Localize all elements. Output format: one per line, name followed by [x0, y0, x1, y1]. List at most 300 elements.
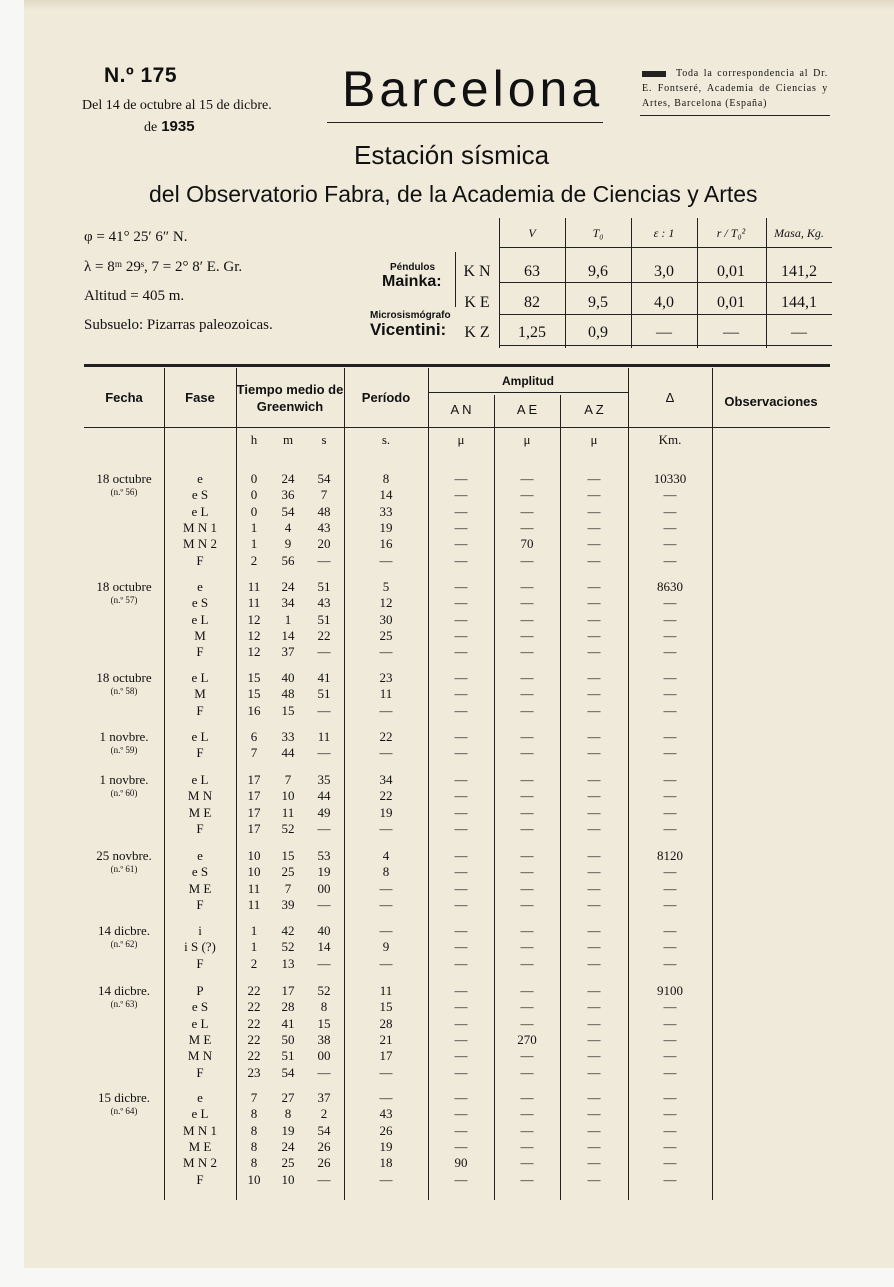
cell-period: — — [379, 1171, 393, 1187]
cell-fase: F — [196, 745, 204, 761]
cell-amp-n: — — [454, 804, 468, 820]
cell-fase: M N 2 — [183, 1155, 217, 1171]
cell-amp-e: — — [520, 955, 534, 971]
cell-amp-z: — — [587, 864, 601, 880]
cell-second: 51 — [317, 579, 331, 594]
cell-amp-n: — — [454, 955, 468, 971]
cell-second: — — [317, 552, 331, 568]
event-number: (n.º 63) — [110, 999, 138, 1009]
cell-period: 8 — [382, 864, 390, 880]
cell-second: — — [317, 1064, 331, 1080]
cell-amp-e: — — [520, 1171, 534, 1187]
cell-amp-n: — — [454, 1064, 468, 1080]
cell-amp-n: — — [454, 772, 468, 787]
cell-hour: 15 — [247, 686, 261, 702]
cell-amp-z: — — [587, 611, 601, 627]
cell-amp-z: — — [587, 1015, 601, 1031]
instrument-component: K N — [463, 263, 491, 280]
cell-hour: 16 — [247, 702, 261, 718]
document-sheet — [24, 0, 894, 1268]
cell-amp-e: — — [520, 1122, 534, 1138]
cell-amp-z: — — [587, 579, 601, 594]
cell-second: 15 — [317, 1015, 331, 1031]
cell-distance: — — [663, 864, 677, 880]
cell-distance: 8630 — [657, 579, 683, 594]
cell-fase: F — [196, 552, 204, 568]
cell-amp-n: — — [454, 729, 468, 744]
cell-minute: 52 — [281, 939, 295, 955]
longitude: λ = 8ᵐ 29ˢ, 7 = 2° 8′ E. Gr. — [84, 259, 243, 275]
event-date: 18 octubre — [96, 579, 152, 594]
cell-hour: 1 — [250, 939, 258, 955]
cell-period: — — [379, 896, 393, 912]
microsismografo-label: Microsismógrafo — [370, 310, 451, 321]
cell-amp-z: — — [587, 595, 601, 611]
cell-amp-e: — — [520, 999, 534, 1015]
cell-amp-n: — — [454, 1031, 468, 1047]
cell-second: 26 — [317, 1155, 331, 1171]
unit-an: μ — [457, 432, 465, 447]
cell-amp-z: — — [587, 644, 601, 660]
event-date: 18 octubre — [96, 471, 152, 486]
instrument-header: ε : 1 — [653, 226, 675, 240]
cell-minute: 54 — [281, 503, 295, 519]
cell-amp-e: — — [520, 848, 534, 863]
cell-minute: 34 — [281, 595, 295, 611]
cell-minute: 42 — [281, 923, 295, 938]
cell-minute: 10 — [281, 1171, 295, 1187]
cell-hour: 17 — [247, 804, 261, 820]
event-number: (n.º 61) — [110, 864, 138, 874]
instrument-header: V — [528, 226, 536, 240]
cell-amp-n: — — [454, 1171, 468, 1187]
cell-amp-e: — — [520, 579, 534, 594]
cell-amp-n: — — [454, 670, 468, 685]
cell-period: — — [379, 820, 393, 836]
bulletin-number: N.º 175 — [104, 64, 178, 87]
cell-fase: e — [197, 848, 203, 863]
cell-second: 43 — [317, 595, 331, 611]
cell-fase: e S — [191, 595, 209, 611]
cell-period: 11 — [379, 686, 393, 702]
cell-second: 40 — [317, 923, 331, 938]
cell-minute: 40 — [281, 670, 295, 685]
cell-amp-e: — — [520, 804, 534, 820]
cell-period: 5 — [382, 579, 390, 594]
cell-hour: 17 — [247, 820, 261, 836]
cell-amp-z: — — [587, 519, 601, 535]
instrument-value: — — [791, 324, 807, 341]
cell-hour: 10 — [247, 1171, 261, 1187]
cell-hour: 2 — [250, 552, 258, 568]
correspondence-note — [642, 66, 828, 111]
instrument-component: K E — [464, 294, 490, 311]
cell-period: 12 — [379, 595, 393, 611]
cell-distance: — — [663, 804, 677, 820]
instrument-value: 4,0 — [654, 294, 674, 311]
cell-hour: 1 — [250, 519, 258, 535]
cell-period: 18 — [379, 1155, 393, 1171]
cell-fase: M E — [188, 880, 212, 896]
cell-fase: M E — [188, 1031, 212, 1047]
cell-amp-z: — — [587, 896, 601, 912]
cell-second: — — [317, 896, 331, 912]
cell-amp-n: — — [454, 536, 468, 552]
cell-second: 00 — [317, 880, 331, 896]
cell-period: — — [379, 644, 393, 660]
cell-amp-e: — — [520, 820, 534, 836]
cell-distance: — — [663, 1064, 677, 1080]
correspondence-text: Toda la correspondencia al Dr. E. Fontseré, Academia de Ciencias y Artes, Barcelona (España) — [642, 68, 828, 109]
cell-second: 52 — [317, 983, 331, 998]
cell-fase: e L — [191, 670, 209, 685]
cell-hour: 6 — [250, 729, 258, 744]
cell-hour: 8 — [250, 1155, 258, 1171]
cell-fase: e — [197, 471, 203, 486]
cell-amp-z: — — [587, 1106, 601, 1122]
cell-amp-z: — — [587, 487, 601, 503]
cell-amp-z: — — [587, 1064, 601, 1080]
cell-period: 19 — [379, 519, 393, 535]
cell-fase: F — [196, 1064, 204, 1080]
cell-amp-z: — — [587, 955, 601, 971]
header-periodo: Período — [361, 390, 411, 405]
cell-second: — — [317, 644, 331, 660]
cell-second: — — [317, 702, 331, 718]
cell-distance: — — [663, 1015, 677, 1031]
cell-period: 4 — [382, 848, 390, 863]
cell-minute: 54 — [281, 1064, 295, 1080]
cell-minute: 51 — [281, 1048, 295, 1064]
unit-delta: Km. — [658, 432, 682, 447]
cell-amp-z: — — [587, 1122, 601, 1138]
cell-amp-n: — — [454, 702, 468, 718]
cell-minute: 24 — [281, 471, 295, 486]
cell-second: — — [317, 745, 331, 761]
cell-second: 44 — [317, 788, 331, 804]
unit-az: μ — [590, 432, 598, 447]
instrument-value: 0,9 — [588, 324, 608, 341]
cell-distance: — — [663, 1048, 677, 1064]
cell-period: 11 — [379, 983, 393, 998]
cell-minute: 17 — [281, 983, 295, 998]
instrument-value: 82 — [524, 294, 540, 311]
cell-amp-z: — — [587, 848, 601, 863]
instrument-header: r / T₀² — [716, 226, 746, 240]
latitude: φ = 41° 25′ 6″ N. — [84, 229, 188, 245]
cell-amp-z: — — [587, 686, 601, 702]
cell-distance: — — [663, 1171, 677, 1187]
cell-second: 20 — [317, 536, 331, 552]
cell-second: 35 — [317, 772, 331, 787]
cell-fase: M N — [187, 788, 213, 804]
cell-period: 15 — [379, 999, 393, 1015]
cell-amp-e: — — [520, 1048, 534, 1064]
cell-second: 51 — [317, 611, 331, 627]
cell-second: 49 — [317, 804, 331, 820]
cell-amp-z: — — [587, 627, 601, 643]
cell-amp-n: — — [454, 503, 468, 519]
cell-amp-e: — — [520, 880, 534, 896]
cell-hour: 15 — [247, 670, 261, 685]
cell-distance: — — [663, 536, 677, 552]
cell-period: 33 — [379, 503, 393, 519]
cell-hour: 11 — [247, 579, 261, 594]
cell-amp-e: — — [520, 627, 534, 643]
cell-amp-z: — — [587, 503, 601, 519]
cell-period: 8 — [382, 471, 390, 486]
cell-second: 48 — [317, 503, 331, 519]
instrument-row-divider — [499, 282, 832, 283]
cell-amp-e: — — [520, 729, 534, 744]
cell-period: 9 — [382, 939, 390, 955]
cell-period: 28 — [379, 1015, 393, 1031]
cell-second: 51 — [317, 686, 331, 702]
cell-distance: — — [663, 611, 677, 627]
unit-periodo: s. — [381, 432, 391, 447]
cell-amp-z: — — [587, 999, 601, 1015]
cell-minute: 41 — [281, 1015, 295, 1031]
cell-minute: 39 — [281, 896, 295, 912]
cell-second: 26 — [317, 1138, 331, 1154]
cell-fase: M — [194, 686, 206, 702]
amplitude-rule — [428, 392, 628, 393]
cell-amp-z: — — [587, 1138, 601, 1154]
cell-distance: — — [663, 745, 677, 761]
cell-second: 11 — [317, 729, 331, 744]
cell-period: 25 — [379, 627, 393, 643]
header-an: A N — [450, 402, 472, 417]
cell-amp-e: — — [520, 1015, 534, 1031]
cell-amp-n: — — [454, 627, 468, 643]
cell-amp-n: — — [454, 864, 468, 880]
cell-hour: 1 — [250, 536, 258, 552]
cell-fase: F — [196, 1171, 204, 1187]
cell-distance: — — [663, 503, 677, 519]
cell-fase: e L — [191, 1015, 209, 1031]
cell-hour: 17 — [247, 772, 261, 787]
cell-period: — — [379, 702, 393, 718]
cell-period: — — [379, 880, 393, 896]
cell-amp-z: — — [587, 1031, 601, 1047]
cell-period: — — [379, 955, 393, 971]
cell-fase: M N — [187, 1048, 213, 1064]
cell-hour: 8 — [250, 1106, 258, 1122]
cell-fase: F — [196, 896, 204, 912]
unit-m: m — [282, 432, 294, 447]
cell-minute: 50 — [281, 1031, 295, 1047]
cell-period: — — [379, 923, 393, 938]
mainka-bracket — [455, 252, 460, 307]
header-bottom-rule — [84, 427, 830, 428]
cell-minute: 25 — [281, 864, 295, 880]
cell-fase: M N 1 — [183, 1122, 217, 1138]
cell-amp-n: — — [454, 552, 468, 568]
cell-period: 26 — [379, 1122, 393, 1138]
cell-amp-n: — — [454, 686, 468, 702]
cell-period: 30 — [379, 611, 393, 627]
cell-period: — — [379, 1064, 393, 1080]
altitude: Altitud = 405 m. — [84, 288, 185, 304]
instrument-value: — — [723, 324, 739, 341]
cell-amp-z: — — [587, 1048, 601, 1064]
cell-distance: — — [663, 1031, 677, 1047]
cell-distance: — — [663, 487, 677, 503]
cell-distance: — — [663, 552, 677, 568]
city-title: Barcelona — [342, 61, 604, 117]
cell-second: 22 — [317, 627, 331, 643]
cell-amp-n: — — [454, 487, 468, 503]
cell-fase: e L — [191, 772, 209, 787]
cell-fase: e L — [191, 611, 209, 627]
cell-amp-n: — — [454, 1048, 468, 1064]
cell-fase: F — [196, 644, 204, 660]
cell-minute: 37 — [281, 644, 295, 660]
cell-hour: 7 — [250, 745, 258, 761]
cell-amp-e: — — [520, 923, 534, 938]
cell-minute: 4 — [284, 519, 292, 535]
cell-amp-e: — — [520, 519, 534, 535]
cell-second: 54 — [317, 1122, 331, 1138]
instrument-value: 63 — [524, 263, 540, 280]
cell-amp-z: — — [587, 702, 601, 718]
cell-amp-z: — — [587, 1171, 601, 1187]
table-col-divider — [712, 368, 713, 1200]
cell-second: 37 — [317, 1090, 331, 1105]
cell-second: 2 — [320, 1106, 328, 1122]
cell-hour: 10 — [247, 864, 261, 880]
vicentini-label: Vicentini: — [370, 320, 447, 339]
cell-hour: 2 — [250, 955, 258, 971]
cell-amp-n: — — [454, 644, 468, 660]
event-number: (n.º 64) — [110, 1106, 138, 1116]
cell-second: — — [317, 955, 331, 971]
cell-minute: 9 — [284, 536, 292, 552]
cell-hour: 12 — [247, 627, 261, 643]
cell-fase: i — [198, 923, 202, 938]
header-delta: Δ — [665, 390, 675, 405]
cell-minute: 15 — [281, 848, 295, 863]
instrument-value: 141,2 — [781, 263, 817, 280]
cell-hour: 7 — [250, 1090, 258, 1105]
event-date: 1 novbre. — [99, 729, 149, 744]
cell-amp-z: — — [587, 939, 601, 955]
cell-minute: 56 — [281, 552, 295, 568]
cell-amp-z: — — [587, 552, 601, 568]
cell-hour: 22 — [247, 1031, 261, 1047]
cell-hour: 8 — [250, 1122, 258, 1138]
cell-amp-e: — — [520, 1106, 534, 1122]
cell-period: 34 — [379, 772, 393, 787]
cell-distance: — — [663, 627, 677, 643]
cell-amp-e: — — [520, 487, 534, 503]
cell-fase: P — [196, 983, 204, 998]
instrument-value: 144,1 — [781, 294, 817, 311]
cell-fase: F — [196, 820, 204, 836]
year: 1935 — [161, 118, 195, 135]
cell-second: 38 — [317, 1031, 331, 1047]
cell-amp-n: — — [454, 880, 468, 896]
cell-amp-e: — — [520, 471, 534, 486]
cell-minute: 24 — [281, 1138, 295, 1154]
cell-minute: 13 — [281, 955, 295, 971]
cell-distance: 10330 — [653, 471, 687, 486]
cell-amp-n: — — [454, 1122, 468, 1138]
cell-amp-z: — — [587, 880, 601, 896]
cell-period: 43 — [379, 1106, 393, 1122]
station-title: Estación sísmica — [354, 140, 550, 170]
cell-amp-z: — — [587, 536, 601, 552]
date-range: Del 14 de octubre al 15 de dicbre. — [82, 98, 272, 113]
cell-hour: 0 — [250, 487, 258, 503]
cell-minute: 1 — [284, 611, 292, 627]
cell-hour: 0 — [250, 471, 258, 486]
cell-fase: e — [197, 1090, 203, 1105]
cell-distance: — — [663, 1090, 677, 1105]
cell-period: 16 — [379, 536, 393, 552]
cell-minute: 28 — [281, 999, 295, 1015]
event-number: (n.º 62) — [110, 939, 138, 949]
cell-minute: 7 — [284, 772, 292, 787]
cell-hour: 12 — [247, 611, 261, 627]
cell-distance: — — [663, 820, 677, 836]
cell-distance: — — [663, 1138, 677, 1154]
cell-fase: e L — [191, 503, 209, 519]
cell-minute: 52 — [281, 820, 295, 836]
cell-distance: — — [663, 923, 677, 938]
cell-amp-n: 90 — [454, 1155, 468, 1171]
unit-ae: μ — [523, 432, 531, 447]
cell-amp-e: — — [520, 983, 534, 998]
cell-amp-z: — — [587, 983, 601, 998]
header-az: A Z — [584, 402, 604, 417]
instrument-value: — — [656, 324, 672, 341]
cell-amp-n: — — [454, 896, 468, 912]
cell-amp-n: — — [454, 848, 468, 863]
cell-amp-e: — — [520, 1090, 534, 1105]
cell-hour: 17 — [247, 788, 261, 804]
cell-distance: — — [663, 896, 677, 912]
cell-fase: e — [197, 579, 203, 594]
instrument-value: 1,25 — [518, 324, 546, 341]
cell-distance: 8120 — [657, 848, 683, 863]
header-ae: A E — [516, 402, 538, 417]
cell-amp-z: — — [587, 1155, 601, 1171]
cell-hour: 1 — [250, 923, 258, 938]
cell-minute: 19 — [281, 1122, 295, 1138]
cell-distance: — — [663, 1155, 677, 1171]
event-date: 25 novbre. — [96, 848, 152, 863]
event-number: (n.º 56) — [110, 487, 138, 497]
event-date: 14 dicbre. — [98, 923, 150, 938]
cell-amp-z: — — [587, 788, 601, 804]
cell-amp-e: — — [520, 503, 534, 519]
event-number: (n.º 60) — [110, 788, 138, 798]
cell-amp-e: — — [520, 644, 534, 660]
cell-amp-e: — — [520, 1138, 534, 1154]
cell-amp-e: — — [520, 595, 534, 611]
cell-distance: — — [663, 955, 677, 971]
paper-edge — [24, 0, 894, 10]
pendulos-label: Péndulos — [390, 262, 436, 273]
cell-period: 19 — [379, 1138, 393, 1154]
cell-second: 00 — [317, 1048, 331, 1064]
cell-minute: 24 — [281, 579, 295, 594]
mainka-label: Mainka: — [382, 273, 442, 290]
cell-second: 43 — [317, 519, 331, 535]
cell-hour: 22 — [247, 983, 261, 998]
cell-amp-e: — — [520, 686, 534, 702]
